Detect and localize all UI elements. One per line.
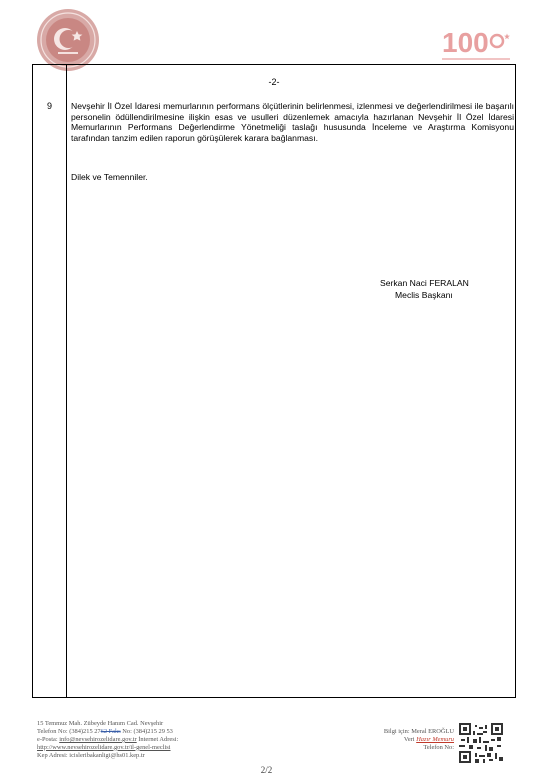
info-phone: Telefon No: (423, 744, 454, 751)
signatory-name: Serkan Naci FERALAN (380, 278, 469, 288)
turkish-seal-icon (36, 8, 100, 72)
footer-email-line: e-Posta: info@nevsehirozelidare.gov.tr İnternet Adresi: (37, 735, 179, 743)
footer-contact-block (37, 720, 178, 760)
email-link[interactable]: info@nevsehirozelidare.gov.tr (59, 735, 137, 743)
footer-website-line (37, 744, 178, 752)
footer-phone: Telefon No: (384)215 2762 Faks No: (384)215 29 53 (37, 727, 173, 735)
page-counter: 2/2 (260, 765, 273, 775)
centennial-logo-icon (440, 24, 512, 66)
agenda-table (32, 64, 516, 698)
logo-text: 100 (442, 27, 489, 58)
info-role: Veri Hazır Memuru (403, 736, 454, 743)
handwritten-scribble: Hazır Memuru (416, 736, 454, 743)
qr-code-icon (459, 723, 503, 763)
column-divider (66, 65, 67, 697)
closing-line: Dilek ve Temenniler. (71, 172, 148, 182)
footer-kep: Kep Adresi: icisleribakanligi@hs01.kep.tr (37, 751, 145, 759)
struck-text: 62 Faks (100, 727, 121, 735)
footer-info-block (330, 728, 454, 752)
agenda-item-text: Nevşehir İl Özel İdaresi memurlarının performans ölçütlerinin belirlenmesi, izlenmesi ve değerlendirilmesi ile başarılı personelin ödüllendirilmesine ilişkin esas ve usulleri düzenlemek amacıyla hazırlanan Nevşehir İl Özel İdaresi Memurlarının Performans Değerlendirme Yönetmeliği taslağı hususunda İnceleme ve Araştırma Komisyonu tarafından tanzim edilen raporun görüşülerek karara bağlanması. (71, 101, 514, 143)
signatory-title: Meclis Başkanı (395, 290, 453, 300)
website-link[interactable]: http://www.nevsehirozelidare.gov.tr/il-genel-meclisi (37, 743, 171, 751)
page-marker: -2- (268, 77, 280, 87)
footer-address: 15 Temmuz Mah. Zübeyde Hanım Cad. Nevşehir (37, 720, 164, 727)
agenda-item-number: 9 (47, 101, 53, 111)
info-contact: Bilgi için: Meral EROĞLU (383, 728, 454, 735)
